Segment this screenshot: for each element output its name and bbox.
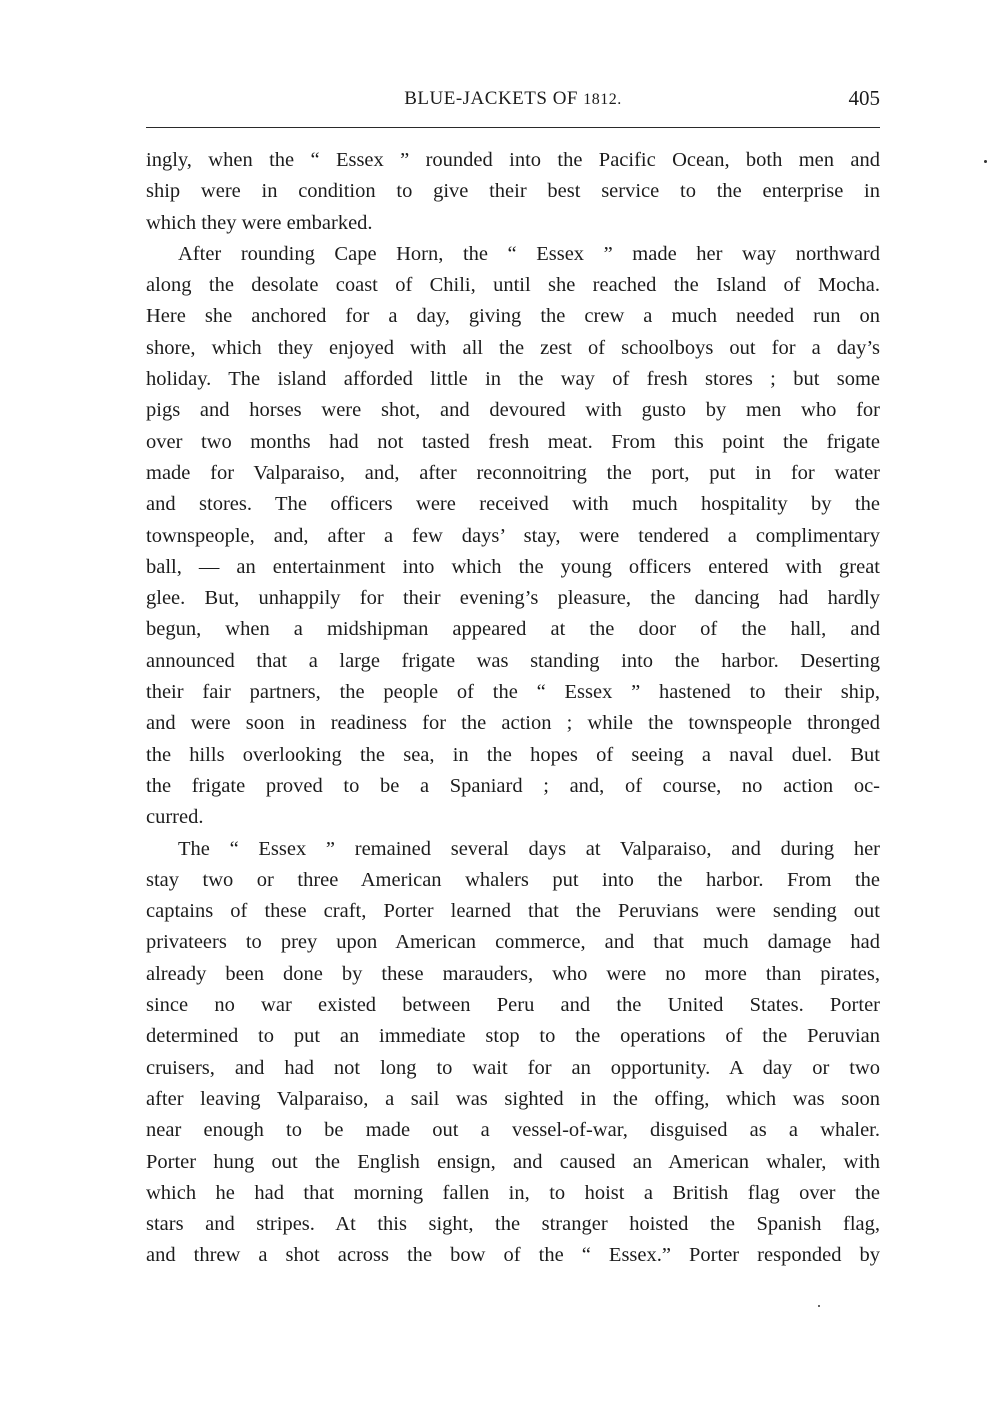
text-line: ingly, when the “ Essex ” rounded into the Pacific Ocean, both men and: [146, 149, 880, 171]
text-line: begun, when a midshipman appeared at the door of the hall, and: [146, 618, 880, 641]
text-line: announced that a large frigate was standing into the harbor. Deserting: [146, 649, 880, 672]
text-line: ball, — an entertainment into which the young officers entered with great: [146, 555, 880, 578]
text-line: shore, which they enjoyed with all the zest of schoolboys out for a day’s: [146, 336, 880, 359]
text-line: pigs and horses were shot, and devoured with gusto by men who for: [146, 399, 880, 422]
text-line: curred.: [146, 806, 204, 829]
text-line: since no war existed between Peru and the United States. Porter: [146, 994, 880, 1017]
text-line: ship were in condition to give their best service to the enterprise in: [146, 180, 880, 203]
text-line: stay two or three American whalers put into the harbor. From the: [146, 868, 880, 891]
text-line: near enough to be made out a vessel-of-war, disguised as a whaler.: [146, 1119, 880, 1142]
text-line: which they were embarked.: [146, 211, 373, 234]
text-line: holiday. The island afforded little in the way of fresh stores ; but some: [146, 368, 880, 391]
text-line: which he had that morning fallen in, to hoist a British flag over the: [146, 1181, 880, 1204]
text-line: determined to put an immediate stop to the operations of the Peruvian: [146, 1025, 880, 1048]
text-line: after leaving Valparaiso, a sail was sighted in the offing, which was soon: [146, 1087, 880, 1110]
running-title-main: BLUE-JACKETS OF: [404, 88, 584, 109]
text-line: along the desolate coast of Chili, until she reached the Island of Mocha.: [146, 274, 880, 297]
scan-speck: [984, 160, 987, 163]
text-line: and threw a shot across the bow of the “ Essex.” Porter responded by: [146, 1244, 880, 1267]
text-line: made for Valparaiso, and, after reconnoitring the port, put in for water: [146, 461, 880, 484]
text-line: Here she anchored for a day, giving the crew a much needed run on: [146, 305, 880, 328]
text-line: and were soon in readiness for the action ; while the townspeople thronged: [146, 712, 880, 735]
text-line: privateers to prey upon American commerce, and that much damage had: [146, 931, 880, 954]
text-line: their fair partners, the people of the “ Essex ” hastened to their ship,: [146, 681, 880, 704]
text-line: cruisers, and had not long to wait for an opportunity. A day or two: [146, 1056, 880, 1079]
text-line: Porter hung out the English ensign, and caused an American whaler, with: [146, 1150, 880, 1173]
text-line: stars and stripes. At this sight, the stranger hoisted the Spanish flag,: [146, 1213, 880, 1236]
body-text: [146, 145, 880, 1272]
text-line: the frigate proved to be a Spaniard ; and, of course, no action oc-: [146, 774, 880, 797]
header-rule: [146, 127, 880, 128]
paragraph-2: [146, 239, 880, 834]
text-line: The “ Essex ” remained several days at Valparaiso, and during her: [178, 837, 880, 860]
text-line: the hills overlooking the sea, in the hopes of seeing a naval duel. But: [146, 743, 880, 766]
text-line: captains of these craft, Porter learned that the Peruvians were sending out: [146, 900, 880, 923]
text-line: over two months had not tasted fresh meat. From this point the frigate: [146, 430, 880, 453]
paragraph-1: [146, 145, 880, 239]
text-line: and stores. The officers were received with much hospitality by the: [146, 493, 880, 516]
text-line: already been done by these marauders, who were no more than pirates,: [146, 962, 880, 985]
running-title: [146, 88, 880, 110]
page-header: [146, 88, 880, 118]
text-line: glee. But, unhappily for their evening’s pleasure, the dancing had hardly: [146, 587, 880, 610]
scan-speck: [818, 1305, 820, 1307]
running-title-year: 1812.: [583, 91, 622, 108]
page-number: 405: [848, 86, 880, 110]
text-line: After rounding Cape Horn, the “ Essex ” made her way northward: [178, 242, 880, 265]
paragraph-3: [146, 834, 880, 1272]
text-line: townspeople, and, after a few days’ stay, were tendered a complimentary: [146, 524, 880, 547]
